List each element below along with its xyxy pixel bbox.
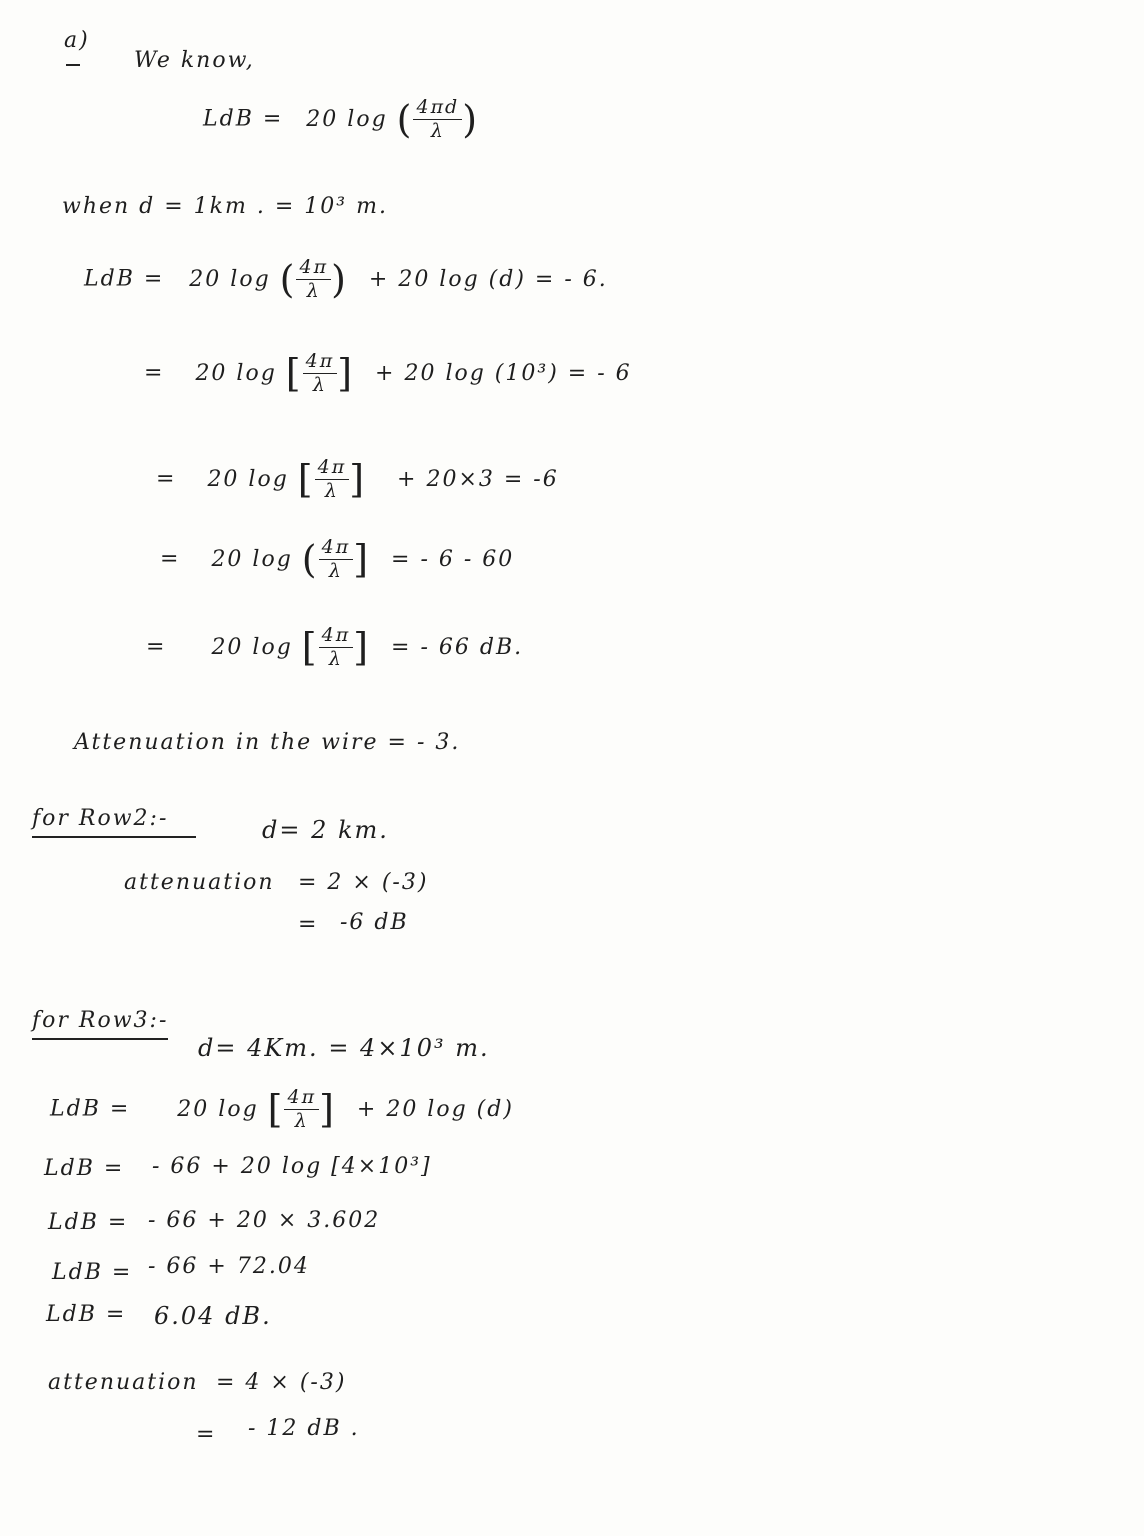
we-know-text: We know, [134, 48, 255, 73]
row2-attenuation-value: = 2 × (-3) [298, 870, 429, 895]
step2-eq: = [144, 360, 165, 386]
step5-rest: = - 66 dB. [391, 634, 524, 660]
formula-num: 4πd [413, 98, 462, 120]
row3-eq: = [196, 1422, 217, 1447]
when-d-line: when d = 1km . = 10³ m. [62, 194, 388, 219]
row3-line1-den: λ [294, 1110, 309, 1132]
row3-header: for Row3:- [32, 1010, 168, 1040]
open-bracket: [ [297, 457, 315, 502]
step1-den: λ [306, 280, 321, 302]
attenuation-wire: Attenuation in the wire = - 3. [74, 730, 461, 755]
part-label: a) [64, 28, 90, 53]
row3-line3-rhs: - 66 + 20 × 3.602 [148, 1208, 381, 1233]
open-paren: ( [301, 537, 319, 582]
step3-fn: 20 log [207, 466, 289, 492]
row3-line2-lhs: LdB = [44, 1156, 125, 1181]
step1-num: 4π [296, 258, 331, 280]
part-label-underline [66, 64, 80, 66]
row3-d: d= 4Km. = 4×10³ m. [198, 1034, 490, 1062]
close-paren: ) [462, 97, 480, 142]
close-bracket: ] [349, 457, 367, 502]
step5-num: 4π [319, 626, 354, 648]
row3-line4-rhs: - 66 + 72.04 [148, 1254, 310, 1279]
row3-line1-num: 4π [284, 1088, 319, 1110]
step3-line [156, 458, 559, 501]
step1-fraction [296, 258, 331, 301]
row2-d: d= 2 km. [262, 816, 389, 844]
formula-fraction [413, 98, 462, 141]
open-bracket: [ [285, 351, 303, 396]
step4-num: 4π [319, 538, 354, 560]
row2-result: -6 dB [340, 910, 409, 935]
formula-den: λ [430, 120, 445, 142]
step3-rest: + 20×3 = -6 [397, 466, 559, 492]
row3-result: - 12 dB . [248, 1416, 360, 1441]
step1-rest: + 20 log (d) = - 6. [368, 266, 608, 292]
step4-line [160, 538, 514, 581]
close-bracket: ] [353, 537, 371, 582]
step1-lhs: LdB = [84, 266, 165, 292]
step2-num: 4π [303, 352, 338, 374]
row2-header: for Row2:- [32, 808, 196, 838]
row3-line1-rest: + 20 log (d) [356, 1096, 514, 1122]
step5-eq: = [146, 634, 167, 660]
step5-fn: 20 log [211, 634, 293, 660]
step4-rest: = - 6 - 60 [391, 546, 515, 572]
formula-fn: 20 log [306, 106, 388, 132]
step5-fraction [319, 626, 354, 669]
close-bracket: ] [353, 625, 371, 670]
row3-line1-fn: 20 log [177, 1096, 259, 1122]
step3-num: 4π [315, 458, 350, 480]
row3-line1 [50, 1088, 514, 1131]
step1-fn: 20 log [189, 266, 271, 292]
step5-line [146, 626, 523, 669]
close-paren: ) [331, 257, 348, 302]
row3-line1-fraction [284, 1088, 319, 1131]
step3-den: λ [324, 480, 339, 502]
row3-line5-lhs: LdB = [46, 1302, 127, 1327]
row3-line4-lhs: LdB = [52, 1260, 133, 1285]
step2-den: λ [312, 374, 327, 396]
main-formula [203, 98, 479, 141]
step3-fraction [315, 458, 350, 501]
step3-eq: = [156, 466, 177, 492]
step1-line [84, 258, 608, 301]
formula-lhs: LdB = [203, 106, 284, 132]
row3-line3-lhs: LdB = [48, 1210, 129, 1235]
step5-den: λ [328, 648, 343, 670]
step2-line [144, 352, 632, 395]
close-bracket: ] [337, 351, 355, 396]
open-paren: ( [279, 257, 297, 302]
row3-line2-rhs: - 66 + 20 log [4×10³] [152, 1154, 432, 1179]
open-bracket: [ [267, 1087, 285, 1132]
step4-fn: 20 log [211, 546, 293, 572]
row2-eq: = [298, 912, 319, 937]
step4-fraction [319, 538, 354, 581]
open-paren: ( [396, 97, 414, 142]
step2-fn: 20 log [195, 360, 277, 386]
row3-line1-lhs: LdB = [50, 1096, 131, 1122]
step4-den: λ [328, 560, 343, 582]
row3-attenuation-value: = 4 × (-3) [216, 1370, 347, 1395]
step4-eq: = [160, 546, 181, 572]
step2-rest: + 20 log (10³) = - 6 [375, 360, 632, 386]
row2-attenuation-label: attenuation [124, 870, 275, 895]
row3-attenuation-label: attenuation [48, 1370, 199, 1395]
close-bracket: ] [319, 1087, 336, 1132]
step2-fraction [303, 352, 338, 395]
row3-line5-rhs: 6.04 dB. [154, 1302, 272, 1330]
open-bracket: [ [301, 625, 319, 670]
